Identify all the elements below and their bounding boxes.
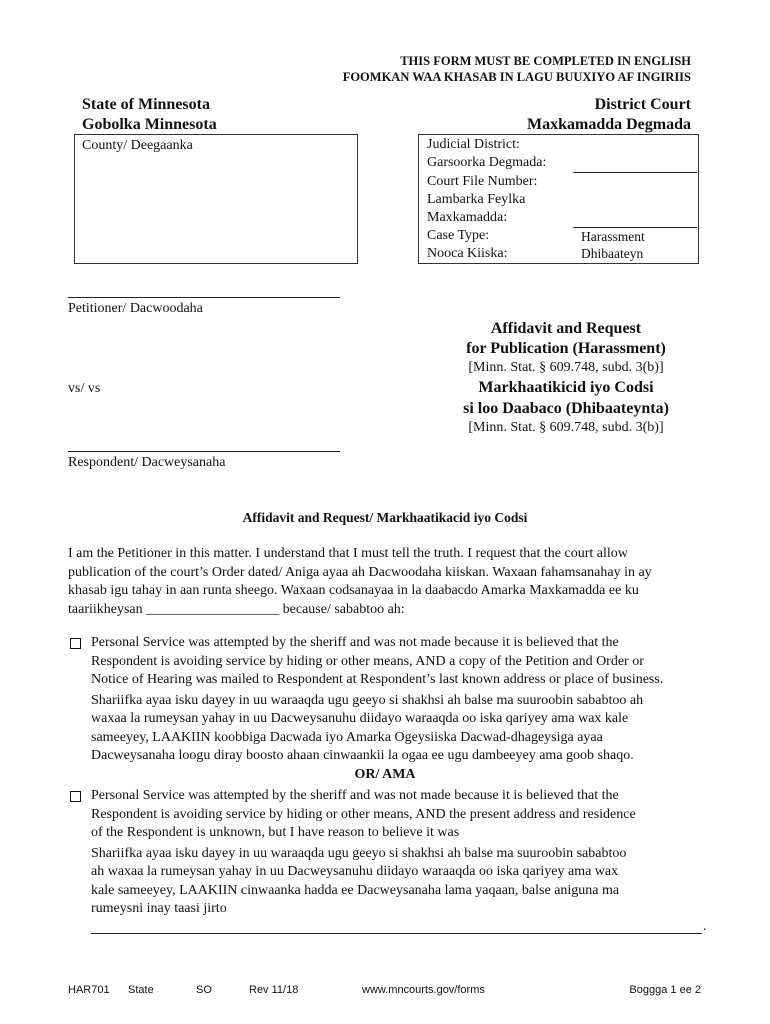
option2-checkbox[interactable] [70,791,81,802]
footer-revision: Rev 11/18 [249,984,299,996]
court-file-label: Court File Number: [427,174,538,189]
case-type-value-so: Dhibaateyn [581,246,644,261]
option1-en-line: Personal Service was attempted by the sheriff and was not made because it is believed that the [91,635,619,650]
footer-form-number: HAR701 [68,984,110,996]
nooca-label: Nooca Kiiska: [427,246,508,261]
respondent-label: Respondent/ Dacweysanaha [68,455,226,470]
statute-2: [Minn. Stat. § 609.748, subd. 3(b)] [468,420,664,435]
court-file-field[interactable] [573,227,697,228]
option2-so-line: ah waxaa la rumeysan yahay in uu Dacweysanuhu diidayo waraaqda oo iska qariyey ama wax [91,864,619,879]
option1-so-line: waxaa la rumeysan yahay in uu Dacweysanuhu diidayo waraaqda oo iska qariyey ama wax kale [91,711,629,726]
court-heading-so: Maxkamadda Degmada [526,116,691,133]
footer-url[interactable]: www.mncourts.gov/forms [362,984,485,996]
address-period: . [703,919,707,934]
option1-checkbox[interactable] [70,638,81,649]
vs-label: vs/ vs [68,381,101,396]
section-title: Affidavit and Request/ Markhaatikacid iyo Codsi [242,510,528,525]
maxkamadda-label: Maxkamadda: [427,210,508,225]
header-line-2: FOOMKAN WAA KHASAB IN LAGU BUUXIYO AF INGIRIIS [342,70,691,84]
option2-so-line: rumeysni inay taasi jirto [91,901,227,916]
option2-en-line: of the Respondent is unknown, but I have reason to believe it was [91,825,460,840]
petitioner-label: Petitioner/ Dacwoodaha [68,301,203,316]
petitioner-name-field[interactable] [68,297,340,298]
case-info-box [418,134,699,264]
address-field[interactable] [91,933,702,934]
title-line-2: for Publication (Harassment) [466,340,666,357]
judicial-district-field[interactable] [573,172,697,173]
option2-en-line: Respondent is avoiding service by hiding or other means, AND the present address and residence [91,806,636,822]
option2-en-line: Personal Service was attempted by the sheriff and was not made because it is believed that the [91,788,619,803]
option1-en-line: Notice of Hearing was mailed to Respondent at Respondent’s last known address or place of business. [91,672,664,687]
footer-page: Boggga 1 ee 2 [629,984,701,996]
title-block [430,319,702,437]
option1-text [91,634,711,766]
case-type-label: Case Type: [427,228,490,243]
judicial-district-label: Judicial District: [427,137,520,152]
or-separator: OR/ AMA [354,767,416,782]
garsoorka-label: Garsoorka Degmada: [427,155,547,170]
option1-so-line: Shariifka ayaa isku dayey in uu waraaqda ugu geeyo si shakhsi ah balse ma suuroobin sababtoo ah [91,692,644,708]
option1-so-line: Dacweysanaha loogu diray boosto ahaan cinwaankii la ogaa ee ugu dambeeyey ama goob shaqo. [91,748,634,763]
title-line-4: si loo Daabaco (Dhibaateynta) [463,400,669,417]
intro-paragraph [68,545,718,619]
county-label: County/ Deegaanka [82,138,193,153]
statute-1: [Minn. Stat. § 609.748, subd. 3(b)] [468,360,664,375]
option1-so-line: sameeyey, LAAKIIN koobbiga Dacwada iyo Amarka Ogeysiiska Dacwad-dhageysiga ayaa [91,729,603,745]
title-line-3: Markhaatikicid iyo Codsi [478,379,654,396]
state-heading-so: Gobolka Minnesota [82,116,217,133]
lambarka-label: Lambarka Feylka [427,192,526,207]
respondent-name-field[interactable] [68,451,340,452]
state-heading: State of Minnesota [82,96,210,113]
option1-en-line: Respondent is avoiding service by hiding or other means, AND a copy of the Petition and Order or [91,653,644,669]
option2-text [91,787,711,919]
intro-line-4: taariikheysan ___________________ because/ sababtoo ah: [68,601,405,617]
court-heading: District Court [594,96,691,113]
header-line-1: THIS FORM MUST BE COMPLETED IN ENGLISH [400,54,691,68]
footer-state: State [128,984,154,996]
footer-language: SO [196,984,212,996]
option2-so-line: Shariifka ayaa isku dayey in uu waraaqda ugu geeyo si shakhsi ah balse ma suuroobin sababtoo [91,845,627,861]
case-type-value: Harassment [581,229,645,244]
intro-line-2: publication of the court’s Order dated/ Aniga ayaa ah Dacwoodaha kiiskan. Waxaan fahamsanahay in ay [68,564,652,580]
intro-line-3: khasab igu tahay in aan runta sheego. Waxaan codsanayaa in la daabacdo Amarka Maxkamadda ee ku [68,583,639,598]
county-box[interactable] [74,134,358,264]
intro-line-1: I am the Petitioner in this matter. I understand that I must tell the truth. I request that the court allow [68,546,628,561]
title-line-1: Affidavit and Request [490,320,642,337]
option2-so-line: kale sameeyey, LAAKIIN cinwaanka hadda ee Dacweysanaha lama yaqaan, balse aniguna ma [91,882,620,898]
